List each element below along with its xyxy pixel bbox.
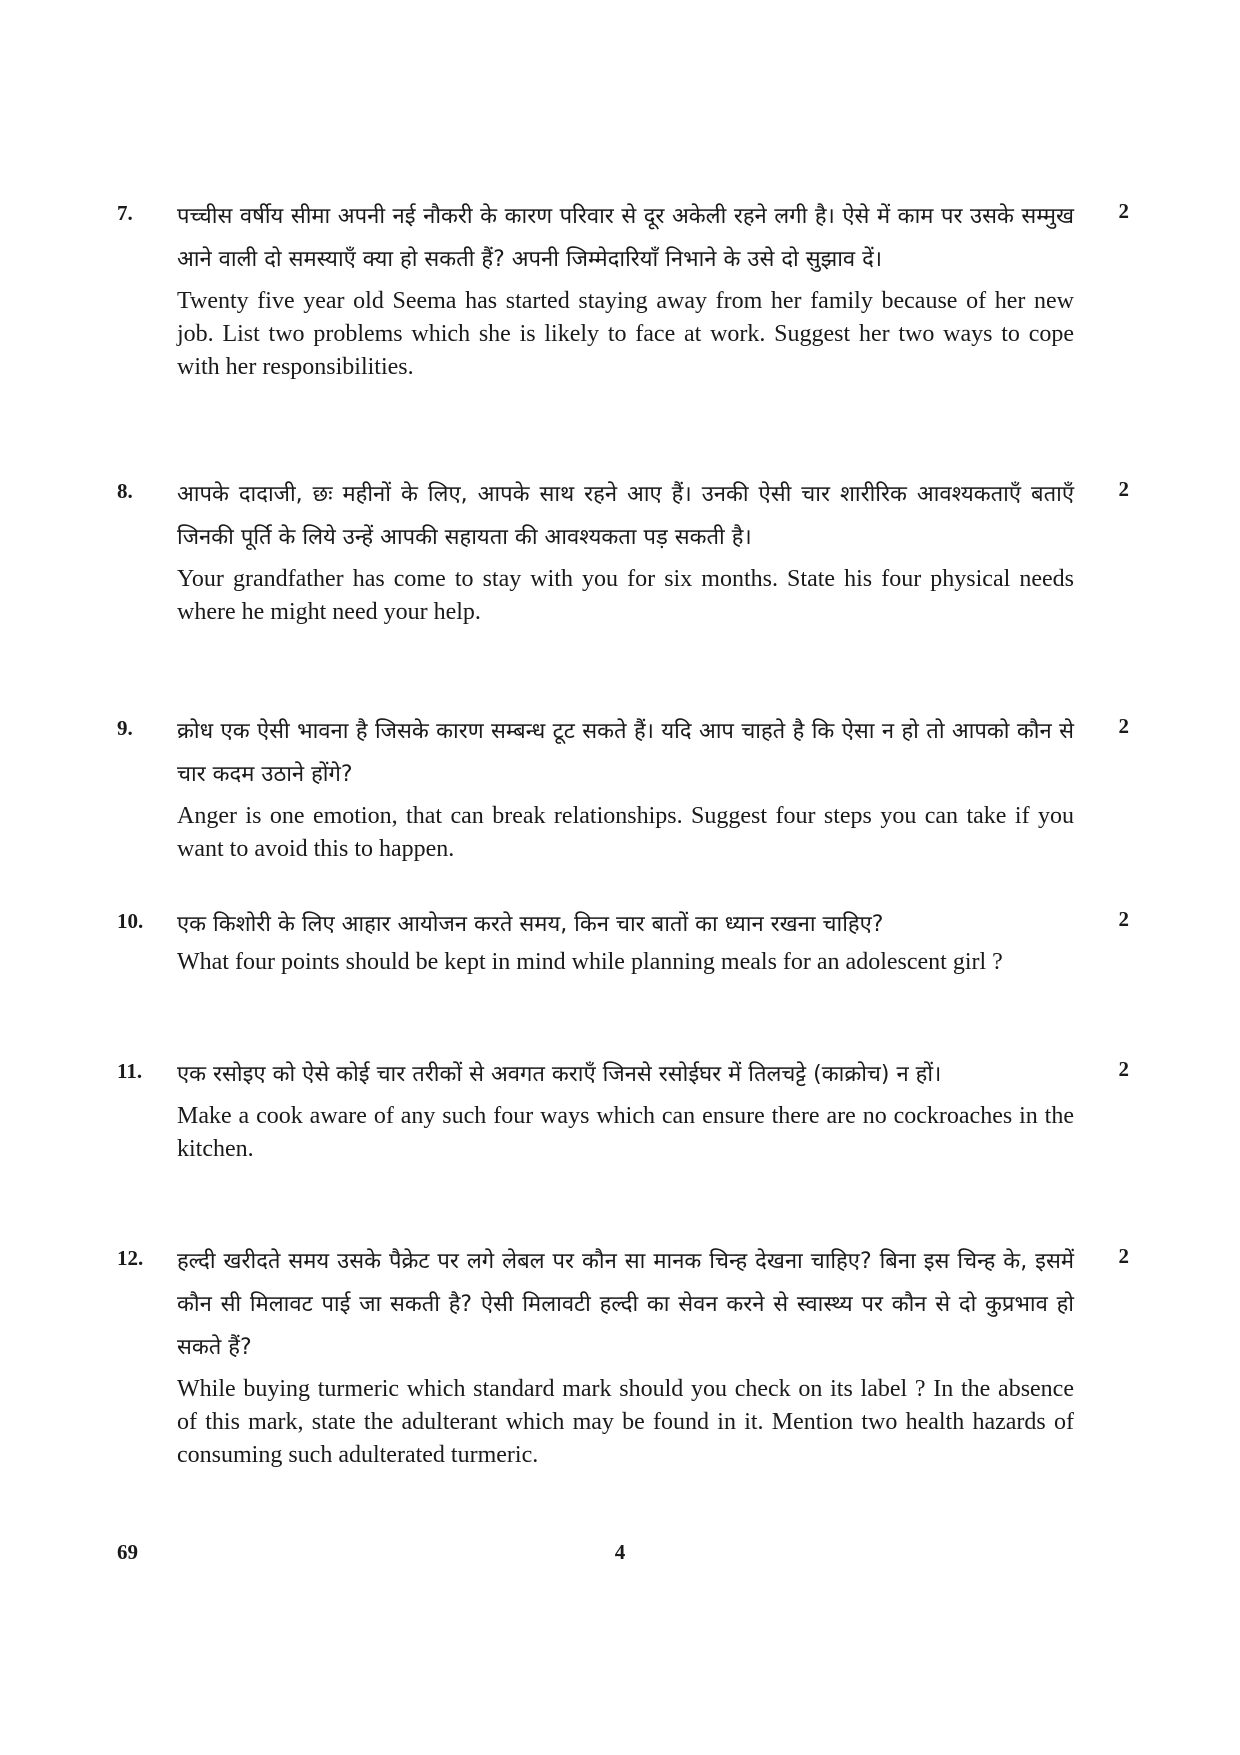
question-number: 10. xyxy=(117,909,144,933)
question-hindi-text: क्रोध एक ऐसी भावना है जिसके कारण सम्बन्ध टूट सकते हैं। यदि आप चाहते है कि ऐसा न हो तो आपको कौन से चार कदम उठाने होंगे? xyxy=(177,719,1074,787)
question-hindi-text: आपके दादाजी, छः महीनों के लिए, आपके साथ रहने आए हैं। उनकी ऐसी चार शारीरिक आवश्यकताएँ बताएँ जिनकी पूर्ति के लिये उन्हें आपकी सहायता की आवश्यकता पड़ सकती है। xyxy=(177,482,1074,550)
question-hindi-text: पच्चीस वर्षीय सीमा अपनी नई नौकरी के कारण परिवार से दूर अकेली रहने लगी है। ऐसे में काम पर उसके सम्मुख आने वाली दो समस्याएँ क्या हो सकती हैं? अपनी जिम्मेदारियाँ निभाने के उसे दो सुझाव दें। xyxy=(177,204,1074,272)
paper-code: 69 xyxy=(117,1540,138,1564)
question-text xyxy=(177,903,1074,979)
question-english-text: While buying turmeric which standard mark should you check on its label ? In the absence of this mark, state the adulterant which may be found in it. Mention two health hazards of consuming such adulterated turmeric. xyxy=(177,1376,1074,1468)
question-english-text: Twenty five year old Seema has started staying away from her family because of her new job. List two problems which she is likely to face at work. Suggest her two ways to cope with her responsibilities. xyxy=(177,288,1074,380)
question-text xyxy=(177,1053,1074,1166)
question-text xyxy=(177,710,1074,866)
question-text xyxy=(177,195,1074,384)
question-marks: 2 xyxy=(1118,1244,1129,1268)
question-marks: 2 xyxy=(1118,907,1129,931)
question-marks: 2 xyxy=(1118,714,1129,738)
question-text xyxy=(177,1240,1074,1472)
question-number: 8. xyxy=(117,479,133,503)
question-number: 12. xyxy=(117,1246,144,1270)
question-text xyxy=(177,473,1074,629)
question-number: 7. xyxy=(117,201,133,225)
question-hindi-text: एक किशोरी के लिए आहार आयोजन करते समय, किन चार बातों का ध्यान रखना चाहिए? xyxy=(177,912,884,937)
question-english-text: Anger is one emotion, that can break relationships. Suggest four steps you can take if you want to avoid this to happen. xyxy=(177,803,1074,862)
question-marks: 2 xyxy=(1118,1057,1129,1081)
question-hindi-text: हल्दी खरीदते समय उसके पैक्रेट पर लगे लेबल पर कौन सा मानक चिन्ह देखना चाहिए? बिना इस चिन्ह के, इसमें कौन सी मिलावट पाई जा सकती है? ऐसी मिलावटी हल्दी का सेवन करने से स्वास्थ्य पर कौन से दो कुप्रभाव हो सकते हैं? xyxy=(177,1249,1074,1360)
question-english-text: Your grandfather has come to stay with you for six months. State his four physical needs where he might need your help. xyxy=(177,566,1074,625)
question-english-text: Make a cook aware of any such four ways which can ensure there are no cockroaches in the kitchen. xyxy=(177,1103,1074,1162)
page-number: 4 xyxy=(614,1540,626,1564)
question-english-text: What four points should be kept in mind while planning meals for an adolescent girl ? xyxy=(177,949,1003,975)
question-number: 11. xyxy=(117,1059,143,1083)
question-marks: 2 xyxy=(1118,199,1129,223)
question-hindi-text: एक रसोइए को ऐसे कोई चार तरीकों से अवगत कराएँ जिनसे रसोईघर में तिलचट्टे (काक्रोच) न हों। xyxy=(177,1062,942,1087)
question-number: 9. xyxy=(117,716,133,740)
question-marks: 2 xyxy=(1118,477,1129,501)
